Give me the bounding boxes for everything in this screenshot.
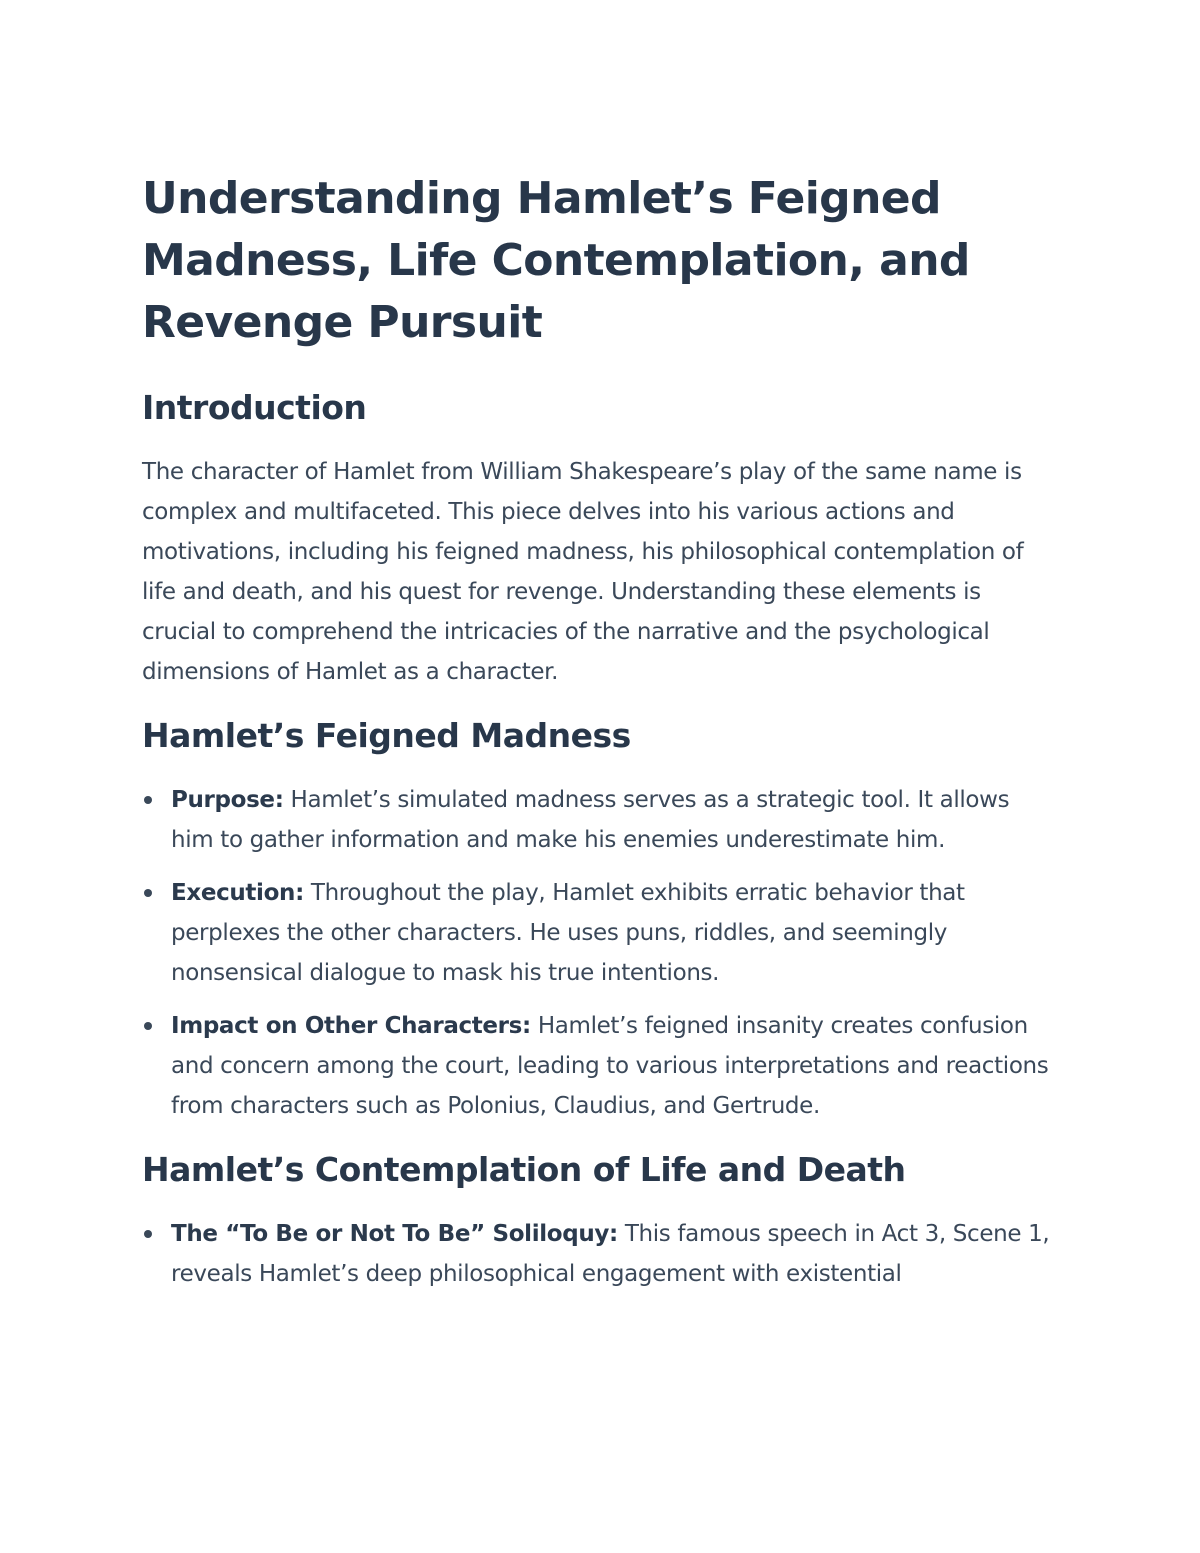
- section-heading-introduction: Introduction: [142, 388, 367, 427]
- life-and-death-list: [142, 1214, 1052, 1294]
- list-item-text: Hamlet’s simulated madness serves as a strategic tool. It allows him to gather information and make his enemies underestimate him.: [171, 787, 1010, 853]
- list-item-text: Throughout the play, Hamlet exhibits erratic behavior that perplexes the other characters. He uses puns, riddles, and seemingly nonsensical dialogue to mask his true intentions.: [171, 880, 965, 986]
- list-item: Purpose: Hamlet’s simulated madness serves as a strategic tool. It allows him to gather information and make his enemies underestimate him.: [142, 780, 1052, 860]
- document-page: [142, 168, 1052, 1307]
- bullet-icon: [144, 796, 152, 804]
- list-item-text: This famous speech in Act 3, Scene 1, reveals Hamlet’s deep philosophical engagement with existential: [171, 1221, 1050, 1287]
- introduction-paragraph: The character of Hamlet from William Shakespeare’s play of the same name is complex and multifaceted. This piece delves into his various actions and motivations, including his feigned madness, his philosophical contemplation of life and death, and his quest for revenge. Understanding these elements is crucial to comprehend the intricacies of the narrative and the psychological dimensions of Hamlet as a character.: [142, 459, 1024, 685]
- list-item: Execution: Throughout the play, Hamlet exhibits erratic behavior that perplexes the other characters. He uses puns, riddles, and seemingly nonsensical dialogue to mask his true intentions.: [142, 873, 1052, 993]
- list-item-text: Hamlet’s feigned insanity creates confusion and concern among the court, leading to various interpretations and reactions from characters such as Polonius, Claudius, and Gertrude.: [171, 1013, 1049, 1119]
- list-item: The “To Be or Not To Be” Soliloquy: This famous speech in Act 3, Scene 1, reveals Hamlet’s deep philosophical engagement with existential: [142, 1214, 1052, 1294]
- bullet-icon: [144, 889, 152, 897]
- list-item: Impact on Other Characters: Hamlet’s feigned insanity creates confusion and concern among the court, leading to various interpretations and reactions from characters such as Polonius, Claudius, and Gertrude.: [142, 1006, 1052, 1126]
- list-item-term: Impact on Other Characters: [171, 1013, 522, 1039]
- list-item-term: The “To Be or Not To Be” Soliloquy: [171, 1221, 610, 1247]
- feigned-madness-list: [142, 780, 1052, 1126]
- document-title: Understanding Hamlet’s Feigned Madness, Life Contemplation, and Revenge Pursuit: [142, 173, 970, 348]
- section-heading-life-and-death: Hamlet’s Contemplation of Life and Death: [142, 1150, 906, 1189]
- section-heading-feigned-madness: Hamlet’s Feigned Madness: [142, 716, 631, 755]
- list-item-term: Execution: [171, 880, 296, 906]
- bullet-icon: [144, 1022, 152, 1030]
- bullet-icon: [144, 1230, 152, 1238]
- list-item-term: Purpose: [171, 787, 275, 813]
